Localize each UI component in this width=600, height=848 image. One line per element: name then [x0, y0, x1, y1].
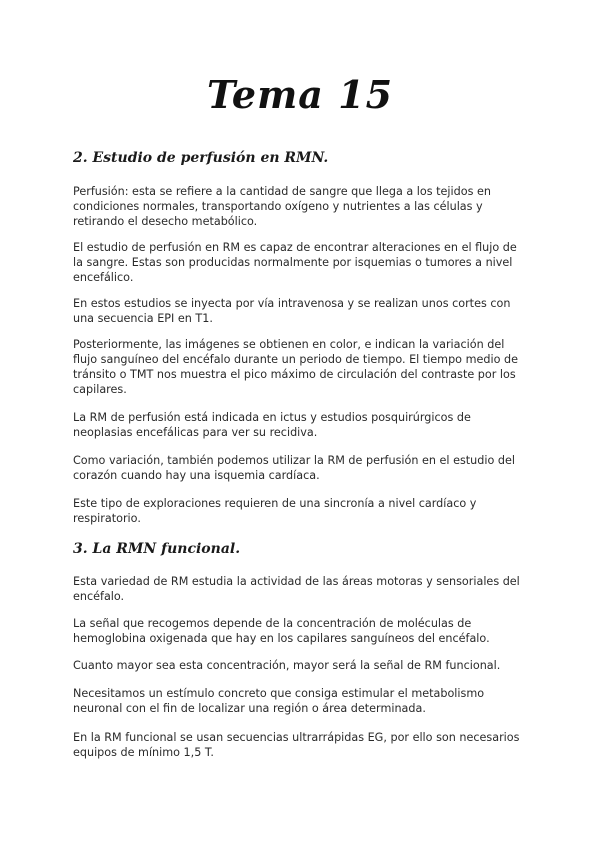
paragraph: Como variación, también podemos utilizar la RM de perfusión en el estudio del corazón cuando hay una isquemia cardíaca. — [73, 454, 515, 482]
paragraph: En la RM funcional se usan secuencias ultrarrápidas EG, por ello son necesarios equipos de mínimo 1,5 T. — [73, 731, 520, 759]
paragraph: La RM de perfusión está indicada en ictus y estudios posquirúrgicos de neoplasias encefálicas para ver su recidiva. — [73, 411, 471, 439]
section-heading-functional-mri: 3. La RMN funcional. — [73, 541, 241, 557]
paragraph: El estudio de perfusión en RM es capaz de encontrar alteraciones en el flujo de la sangre. Estas son producidas normalmente por isquemias o tumores a nivel encefálico. — [73, 241, 517, 284]
paragraph: Cuanto mayor sea esta concentración, mayor será la señal de RM funcional. — [73, 659, 501, 672]
paragraph: Perfusión: esta se refiere a la cantidad de sangre que llega a los tejidos en condiciones normales, transportando oxígeno y nutrientes a las células y retirando el desecho metabólico. — [73, 185, 491, 228]
page-title: Tema 15 — [206, 72, 394, 117]
paragraph: Necesitamos un estímulo concreto que consiga estimular el metabolismo neuronal con el fin de localizar una región o área determinada. — [73, 687, 485, 715]
section-heading-perfusion: 2. Estudio de perfusión en RMN. — [73, 150, 329, 166]
paragraph: Esta variedad de RM estudia la actividad de las áreas motoras y sensoriales del encéfalo. — [73, 575, 520, 603]
paragraph: Este tipo de exploraciones requieren de una sincronía a nivel cardíaco y respiratorio. — [73, 497, 477, 525]
paragraph: Posteriormente, las imágenes se obtienen en color, e indican la variación del flujo sanguíneo del encéfalo durante un periodo de tiempo. El tiempo medio de tránsito o TMT nos muestra el pico máximo de circulación del contraste por los capilares. — [73, 338, 518, 396]
paragraph: En estos estudios se inyecta por vía intravenosa y se realizan unos cortes con una secuencia EPI en T1. — [73, 297, 511, 325]
paragraph: La señal que recogemos depende de la concentración de moléculas de hemoglobina oxigenada que hay en los capilares sanguíneos del encéfalo. — [73, 617, 490, 645]
